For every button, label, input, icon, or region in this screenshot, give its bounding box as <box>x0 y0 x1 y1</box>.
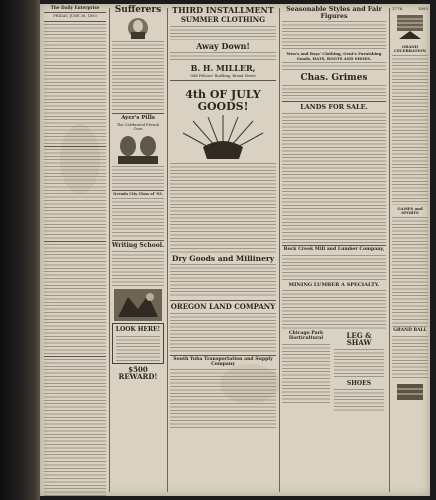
dry-goods-heading: Dry Goods and Millinery <box>171 253 275 263</box>
ad-text <box>170 369 276 429</box>
mining-lumber-heading: MINING LUMBER A SPECIALTY. <box>288 281 380 288</box>
ad-ayers-heading: Ayer's Pills <box>121 115 155 122</box>
year-left: 1776. <box>392 6 404 11</box>
ad-text <box>170 26 276 40</box>
summer-clothing-heading: SUMMER CLOTHING <box>180 15 266 25</box>
reward-heading: $500 REWARD! <box>118 364 158 381</box>
lands-for-sale-heading: LANDS FOR SALE. <box>300 103 368 112</box>
program-text <box>392 217 428 327</box>
mens-clothing-line: Men's and Boys' Clothing, Gent's Furnishing Goods, HATS, BOOTS AND SHOES. <box>286 51 382 61</box>
ad-text <box>170 264 276 298</box>
ad-text <box>170 313 276 353</box>
leg-shaw-heading: LEG & SHAW <box>346 331 372 348</box>
two-portraits-engraving <box>116 134 160 164</box>
ad-text <box>334 349 384 379</box>
ad-text <box>334 389 384 413</box>
merchant-name: B. H. MILLER, <box>190 63 256 74</box>
ad-text <box>112 166 164 188</box>
july-goods-heading: 4th OF JULY GOODS! <box>185 88 261 114</box>
ad-text <box>112 251 164 287</box>
news-text-block <box>44 24 106 144</box>
away-down-heading: Away Down! <box>196 40 250 51</box>
issue-date: FRIDAY, JUNE 30, 1893 <box>53 14 97 19</box>
ad-text <box>112 41 164 111</box>
news-text-block <box>44 149 106 239</box>
celebration-heading: GRAND CELEBRATION <box>394 44 426 53</box>
ad-text <box>116 336 160 362</box>
news-text-block <box>44 244 106 354</box>
ad-french-cure: The Celebrated French Cure <box>116 123 160 132</box>
program-text <box>392 336 428 380</box>
year-right: 1893 <box>417 6 428 11</box>
column-ads-right <box>280 4 388 496</box>
column-ads-center <box>168 4 278 496</box>
goods-list <box>170 163 276 253</box>
land-listings <box>282 113 386 243</box>
chicago-park-heading: Chicago Park Horticultural <box>288 331 324 341</box>
graduates-heading: Nevada City Class of '93. <box>113 192 163 197</box>
ad-text <box>282 255 386 281</box>
ad-sufferers-heading: Sufferers <box>114 5 162 15</box>
games-heading: GAMES and SPORTS <box>397 205 423 215</box>
ad-text <box>282 85 386 99</box>
column-news <box>42 4 108 496</box>
grand-ball-heading: GRAND BALL <box>393 327 427 333</box>
ad-text <box>282 344 330 404</box>
news-text-block <box>44 359 106 496</box>
portrait-engraving <box>125 17 151 39</box>
chas-grimes-heading: Chas. Grimes <box>300 72 368 83</box>
oregon-land-heading: OREGON LAND COMPANY <box>170 302 276 312</box>
installment-heading: THIRD INSTALLMENT <box>172 5 274 15</box>
ad-text <box>282 62 386 72</box>
seasonable-heading: Seasonable Styles and Fair Figures <box>286 5 382 20</box>
writing-school-heading: Writing School. <box>111 242 165 250</box>
ad-text <box>282 21 386 51</box>
ad-text <box>170 52 276 62</box>
illustration-engraving <box>114 289 162 321</box>
merchant-address: Odd Fellows' Building, Broad Street <box>190 73 256 78</box>
paper-name: The Daily Enterprise <box>50 5 100 10</box>
column-celebration <box>390 4 430 496</box>
column-ads-left <box>110 4 166 496</box>
flag-engraving <box>395 382 425 404</box>
shoes-heading: SHOES <box>346 379 372 387</box>
newspaper-page <box>40 4 430 496</box>
ad-text <box>112 198 164 238</box>
ad-text <box>282 290 386 330</box>
program-text <box>392 55 428 205</box>
lumber-company-heading: Rock Creek Mill and Lumber Company, <box>283 247 385 253</box>
fireworks-engraving <box>173 115 273 161</box>
binding-spine <box>0 0 40 500</box>
south-yuba-heading: South Yuba Transportation and Supply Company <box>173 356 273 367</box>
look-here-heading: LOOK HERE! <box>115 326 161 334</box>
flag-eagle-engraving <box>393 13 427 43</box>
